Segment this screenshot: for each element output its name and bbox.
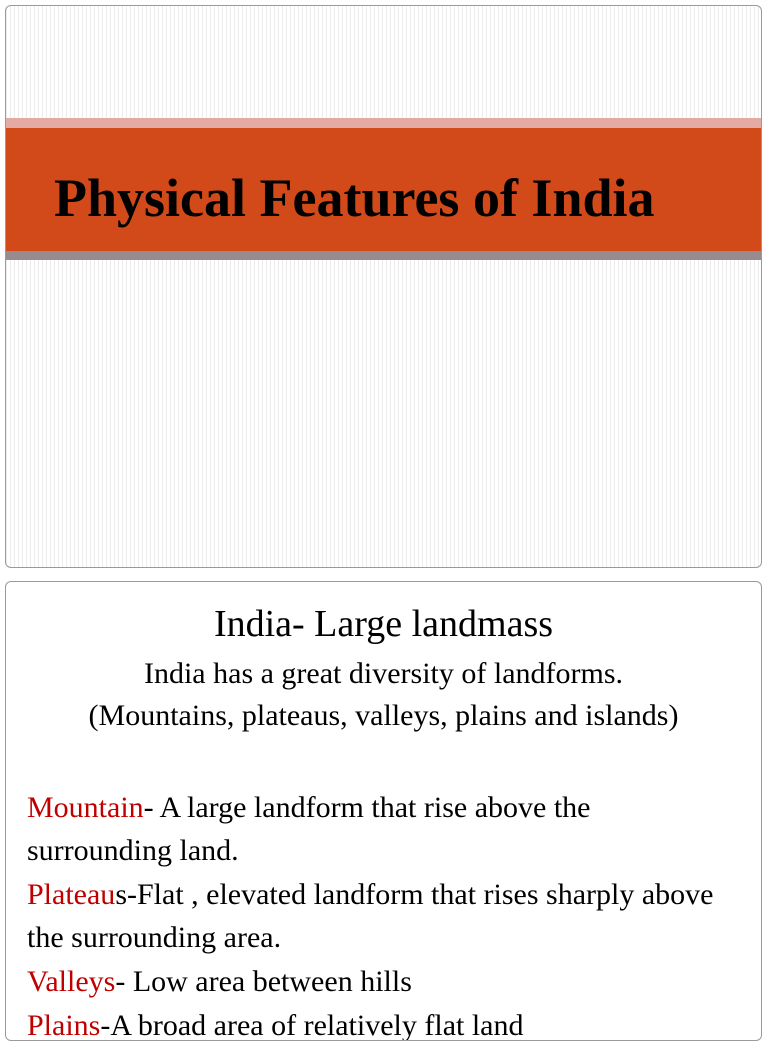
definition-term: Valleys bbox=[27, 965, 116, 998]
definition-item-plains bbox=[27, 1004, 741, 1041]
intro-text bbox=[6, 653, 761, 737]
intro-line-1: India has a great diversity of landforms. bbox=[143, 657, 624, 690]
definition-text: s-Flat , elevated landform that rises sharply above the surrounding area. bbox=[27, 878, 714, 954]
definition-term: Mountain bbox=[27, 791, 144, 824]
definition-text: -A broad area of relatively flat land bbox=[100, 1009, 524, 1041]
definition-item-valleys bbox=[27, 960, 741, 1003]
intro-line-2: (Mountains, plateaus, valleys, plains and islands) bbox=[88, 699, 679, 732]
title-slide bbox=[5, 5, 762, 568]
definition-text: - Low area between hills bbox=[115, 965, 412, 998]
title-band-top-stripe bbox=[6, 118, 761, 128]
slide-title: Physical Features of India bbox=[54, 168, 655, 228]
definition-item-plateau bbox=[27, 873, 741, 959]
definition-term: Plateau bbox=[27, 878, 116, 911]
definition-item-mountain bbox=[27, 786, 741, 872]
definition-term: Plains bbox=[27, 1009, 101, 1041]
title-band-bottom-stripe bbox=[6, 251, 761, 260]
slide-heading: India- Large landmass bbox=[213, 603, 554, 645]
definition-text: - A large landform that rise above the surrounding land. bbox=[27, 791, 591, 867]
definition-list bbox=[27, 786, 741, 1041]
content-slide bbox=[5, 581, 762, 1041]
